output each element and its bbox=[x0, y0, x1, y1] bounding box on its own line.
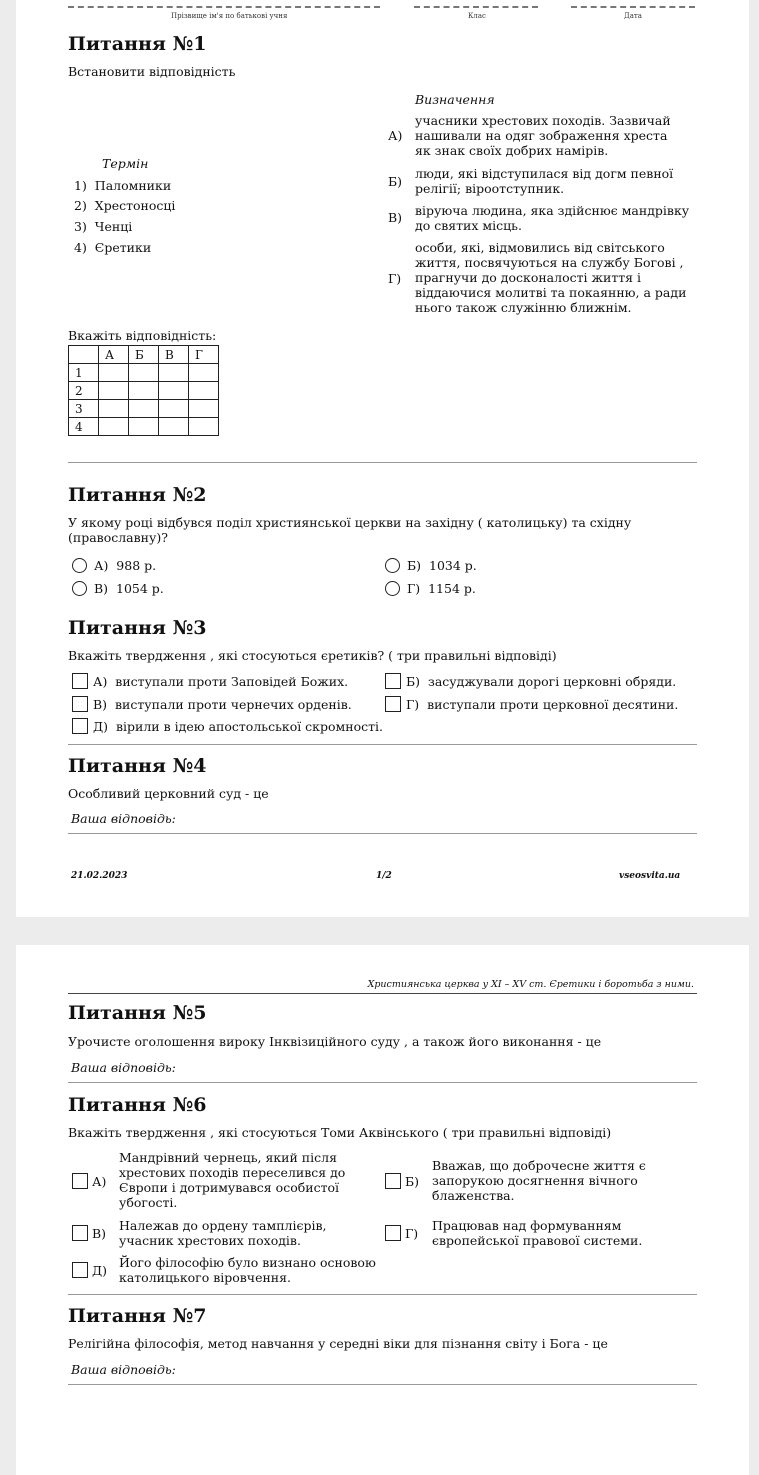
q7-answer-label: Ваша відповідь: bbox=[71, 1362, 176, 1377]
name-line bbox=[68, 6, 380, 8]
footer-page: 1/2 bbox=[376, 871, 392, 881]
date-label: Дата bbox=[624, 12, 642, 20]
q2-option-d: Г) 1154 р. bbox=[407, 581, 476, 596]
q4-prompt: Особливий церковний суд - це bbox=[68, 786, 269, 801]
def-d-letter: Г) bbox=[388, 271, 402, 286]
q6-letter-c: В) bbox=[92, 1226, 107, 1241]
cell[interactable] bbox=[129, 364, 159, 382]
cell[interactable] bbox=[189, 364, 219, 382]
row-4: 4 bbox=[69, 418, 99, 436]
q5-answer-line[interactable] bbox=[68, 1082, 697, 1083]
answer-label: Вкажіть відповідність: bbox=[68, 328, 217, 343]
q6-option-c: Належав до ордену тамплієрів, учасник хрестових походів. bbox=[119, 1218, 327, 1248]
checkbox-b[interactable] bbox=[385, 673, 401, 689]
q6-title: Питання №6 bbox=[68, 1094, 207, 1116]
row-3: 3 bbox=[69, 400, 99, 418]
date-line bbox=[571, 6, 695, 8]
cell[interactable] bbox=[159, 364, 189, 382]
cell[interactable] bbox=[159, 400, 189, 418]
term-1: 1) Паломники bbox=[74, 178, 172, 193]
def-a: учасники хрестових походів. Зазвичай нашивали на одяг зображення хреста як знак своїх добрих намірів. bbox=[415, 113, 671, 158]
term-2: 2) Хрестоносці bbox=[74, 198, 176, 213]
checkbox-d[interactable] bbox=[385, 696, 401, 712]
checkbox-a[interactable] bbox=[72, 673, 88, 689]
q6-letter-a: А) bbox=[92, 1174, 107, 1189]
q7-title: Питання №7 bbox=[68, 1305, 207, 1327]
q6-prompt: Вкажіть твердження , які стосуються Томи Аквінського ( три правильні відповіді) bbox=[68, 1125, 612, 1140]
divider bbox=[68, 993, 697, 994]
q3-option-d: Г) виступали проти церковної десятини. bbox=[406, 697, 679, 712]
q4-title: Питання №4 bbox=[68, 755, 207, 777]
q3-option-c: В) виступали проти чернечих орденів. bbox=[93, 697, 352, 712]
def-d: особи, які, відмовились від світського життя, посвячуються на службу Богові , прагнучи до досконалості життя і віддаючися молитві та покаянню, а ради нього також служінню ближнім. bbox=[415, 240, 687, 315]
answer-grid[interactable] bbox=[68, 345, 219, 436]
col-c: В bbox=[159, 346, 189, 364]
checkbox-a[interactable] bbox=[72, 1173, 88, 1189]
terms-heading: Термін bbox=[102, 156, 149, 171]
radio-b[interactable] bbox=[385, 558, 400, 573]
page-1 bbox=[16, 0, 749, 917]
col-d: Г bbox=[189, 346, 219, 364]
q6-letter-d: Г) bbox=[405, 1226, 419, 1241]
cell[interactable] bbox=[189, 382, 219, 400]
q7-prompt: Релігійна філософія, метод навчання у середні віки для пізнання світу і Бога - це bbox=[68, 1336, 608, 1351]
cell[interactable] bbox=[99, 418, 129, 436]
term-4: 4) Єретики bbox=[74, 240, 152, 255]
q2-title: Питання №2 bbox=[68, 484, 207, 506]
q7-answer-line[interactable] bbox=[68, 1384, 697, 1385]
q3-option-b: Б) засуджували дорогі церковні обряди. bbox=[406, 674, 677, 689]
q2-option-a: А) 988 р. bbox=[94, 558, 157, 573]
q2-option-c: В) 1054 р. bbox=[94, 581, 164, 596]
def-c-letter: В) bbox=[388, 210, 403, 225]
cell[interactable] bbox=[159, 418, 189, 436]
q4-answer-line[interactable] bbox=[68, 833, 697, 834]
cell[interactable] bbox=[99, 364, 129, 382]
q6-option-a: Мандрівний чернець, який після хрестових походів переселився до Європи і дотримувався особистої убогості. bbox=[119, 1150, 346, 1210]
q3-option-a: А) виступали проти Заповідей Божих. bbox=[93, 674, 349, 689]
page-header: Християнська церква у XI – XV ст. Єретики і боротьба з ними. bbox=[367, 979, 694, 990]
class-label: Клас bbox=[468, 12, 486, 20]
q5-answer-label: Ваша відповідь: bbox=[71, 1060, 176, 1075]
divider bbox=[68, 462, 697, 463]
term-3: 3) Ченці bbox=[74, 219, 133, 234]
cell[interactable] bbox=[189, 418, 219, 436]
checkbox-d[interactable] bbox=[385, 1225, 401, 1241]
q1-prompt: Встановити відповідність bbox=[68, 64, 236, 79]
q3-title: Питання №3 bbox=[68, 617, 207, 639]
defs-heading: Визначення bbox=[415, 92, 495, 107]
q5-title: Питання №5 bbox=[68, 1002, 207, 1024]
name-label: Прізвище ім'я по батькові учня bbox=[171, 12, 288, 20]
q2-option-b: Б) 1034 р. bbox=[407, 558, 477, 573]
checkbox-e[interactable] bbox=[72, 1262, 88, 1278]
cell[interactable] bbox=[129, 382, 159, 400]
divider bbox=[68, 744, 697, 745]
q5-prompt: Урочисте оголошення вироку Інквізиційного суду , а також його виконання - це bbox=[68, 1034, 602, 1049]
cell[interactable] bbox=[99, 400, 129, 418]
page-2 bbox=[16, 945, 749, 1475]
def-b-letter: Б) bbox=[388, 174, 403, 189]
q6-option-b: Вважав, що доброчесне життя є запорукою досягнення вічного блаженства. bbox=[432, 1158, 646, 1203]
cell[interactable] bbox=[99, 382, 129, 400]
q3-prompt: Вкажіть твердження , які стосуються єретиків? ( три правильні відповіді) bbox=[68, 648, 557, 663]
q6-letter-b: Б) bbox=[405, 1174, 420, 1189]
def-a-letter: А) bbox=[388, 128, 403, 143]
checkbox-b[interactable] bbox=[385, 1173, 401, 1189]
radio-c[interactable] bbox=[72, 581, 87, 596]
class-line bbox=[414, 6, 538, 8]
checkbox-e[interactable] bbox=[72, 718, 88, 734]
def-b: люди, які відступилася від догм певної релігії; віроотступник. bbox=[415, 166, 674, 196]
checkbox-c[interactable] bbox=[72, 1225, 88, 1241]
q1-title: Питання №1 bbox=[68, 33, 207, 55]
q4-answer-label: Ваша відповідь: bbox=[71, 811, 176, 826]
q6-letter-e: Д) bbox=[92, 1263, 108, 1278]
cell[interactable] bbox=[189, 400, 219, 418]
divider bbox=[68, 1294, 697, 1295]
col-a: А bbox=[99, 346, 129, 364]
footer-date: 21.02.2023 bbox=[71, 871, 128, 881]
row-2: 2 bbox=[69, 382, 99, 400]
def-c: віруюча людина, яка здійснює мандрівку до святих місць. bbox=[415, 203, 690, 233]
cell[interactable] bbox=[129, 400, 159, 418]
col-b: Б bbox=[129, 346, 159, 364]
q2-prompt: У якому році відбувся поділ християнської церкви на західну ( католицьку) та східну (православну)? bbox=[68, 515, 632, 545]
cell[interactable] bbox=[129, 418, 159, 436]
footer-site: vseosvita.ua bbox=[619, 871, 681, 881]
radio-d[interactable] bbox=[385, 581, 400, 596]
row-1: 1 bbox=[69, 364, 99, 382]
q3-option-e: Д) вірили в ідею апостольської скромності. bbox=[93, 719, 383, 734]
q6-option-e: Його філософію було визнано основою католицького віровчення. bbox=[119, 1255, 376, 1285]
radio-a[interactable] bbox=[72, 558, 87, 573]
checkbox-c[interactable] bbox=[72, 696, 88, 712]
cell[interactable] bbox=[159, 382, 189, 400]
q6-option-d: Працював над формуванням європейської правової системи. bbox=[432, 1218, 643, 1248]
